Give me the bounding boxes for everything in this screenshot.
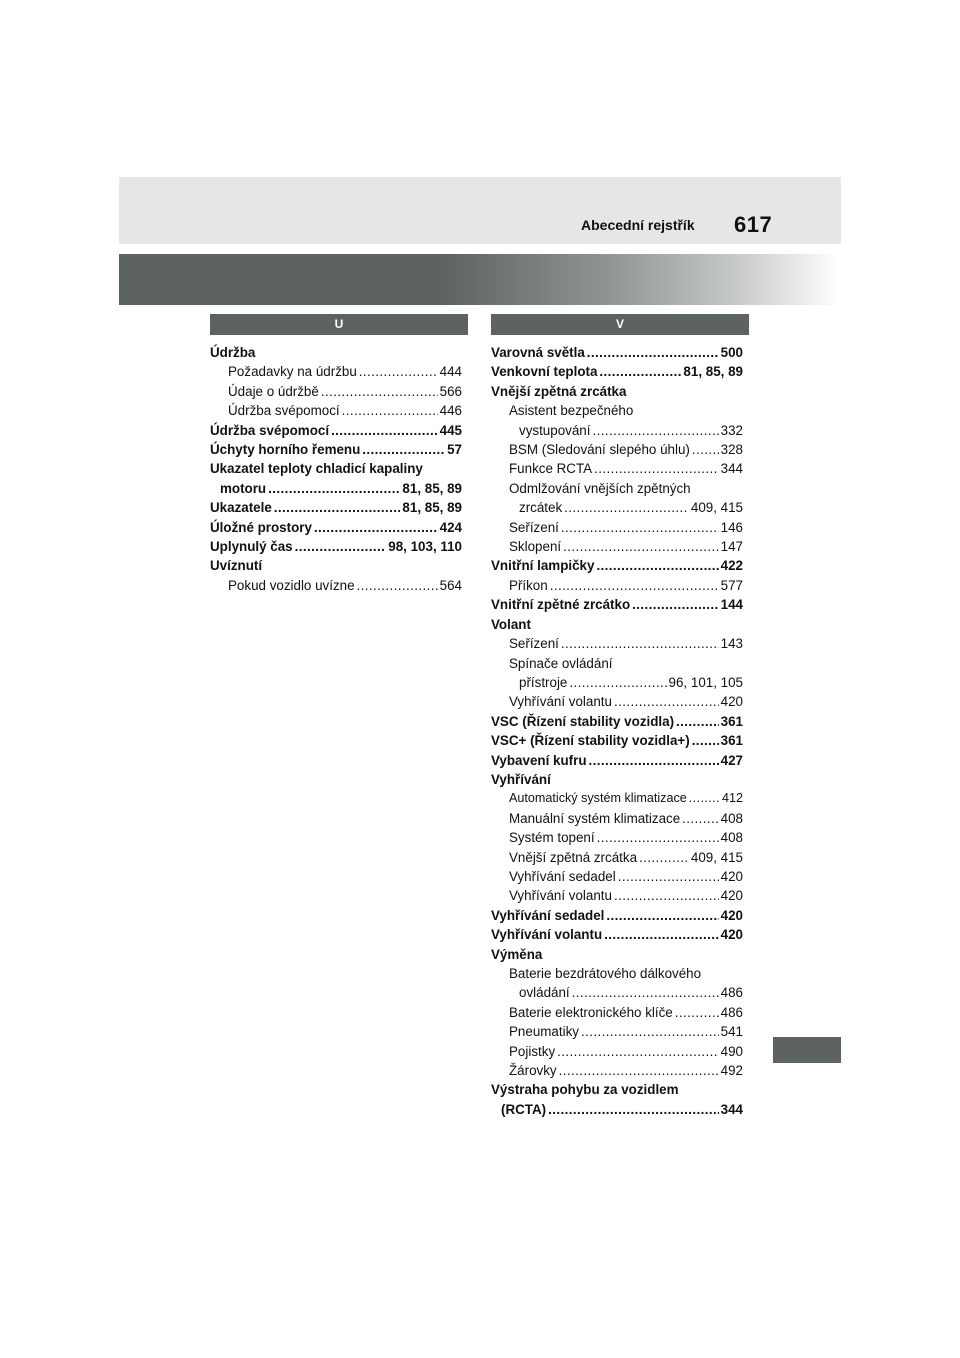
index-entry[interactable]	[210, 498, 462, 517]
entry-page: 146	[720, 519, 743, 535]
entry-page: 409, 415	[690, 849, 743, 865]
entry-page: 361	[720, 713, 743, 729]
entry-label: Baterie elektronického klíče	[509, 1004, 673, 1020]
index-entry[interactable]	[491, 867, 743, 886]
index-entry[interactable]	[210, 362, 462, 381]
index-entry[interactable]	[210, 518, 462, 537]
entry-page: 420	[720, 907, 743, 923]
entry-label: Žárovky	[509, 1063, 557, 1079]
index-entry[interactable]	[491, 789, 743, 808]
index-entry[interactable]	[491, 537, 743, 556]
index-entry[interactable]	[210, 440, 462, 459]
index-entry[interactable]	[491, 751, 743, 770]
index-entry[interactable]	[491, 673, 743, 692]
entry-label: VSC (Řízení stability vozidla)	[491, 713, 675, 729]
entry-page: 81, 85, 89	[683, 364, 743, 380]
entry-page: 408	[720, 830, 743, 846]
index-entry[interactable]	[491, 421, 743, 440]
index-heading: Vnější zpětná zrcátka	[491, 383, 627, 399]
entry-label: motoru	[220, 480, 267, 496]
entry-page: 409, 415	[690, 500, 743, 516]
index-entry[interactable]	[491, 692, 743, 711]
section-header-u	[210, 314, 468, 335]
index-entry[interactable]	[491, 595, 743, 614]
entry-page: 420	[720, 888, 743, 904]
index-entry[interactable]	[491, 343, 743, 362]
entry-label: VSC+ (Řízení stability vozidla+)	[491, 733, 690, 749]
entry-label: Manuální systém klimatizace	[509, 810, 681, 826]
entry-label: Vyhřívání volantu	[509, 888, 612, 904]
entry-page: 422	[720, 558, 743, 574]
section-letter: V	[615, 317, 624, 331]
entry-page: 492	[720, 1063, 743, 1079]
entry-label: Pokud vozidlo uvízne	[228, 577, 355, 593]
entry-page: 143	[720, 636, 743, 652]
entry-page: 361	[720, 733, 743, 749]
entry-label: Seřízení	[509, 636, 559, 652]
entry-page: 332	[720, 422, 743, 438]
index-entry[interactable]	[210, 382, 462, 401]
entry-label: ovládání	[519, 985, 570, 1001]
index-entry[interactable]	[491, 1100, 743, 1119]
entry-label: Vnější zpětná zrcátka	[509, 849, 638, 865]
index-entry[interactable]	[491, 828, 743, 847]
entry-page: 444	[439, 364, 462, 380]
index-entry[interactable]	[491, 1003, 743, 1022]
index-entry[interactable]	[491, 362, 743, 381]
index-entry[interactable]	[491, 809, 743, 828]
page-number: 617	[734, 212, 773, 237]
entry-label: vystupování	[519, 422, 591, 438]
entry-page: 564	[439, 577, 462, 593]
entry-page: 96, 101, 105	[668, 674, 743, 690]
index-entry[interactable]	[491, 712, 743, 731]
entry-label: Vybavení kufru	[491, 752, 587, 768]
entry-page: 57	[447, 442, 462, 458]
entry-page: 486	[720, 1004, 743, 1020]
index-heading: Ukazatel teploty chladicí kapaliny	[210, 461, 423, 477]
entry-label: Úložné prostory	[210, 519, 312, 535]
index-entry[interactable]	[491, 1042, 743, 1061]
entry-page: 445	[439, 422, 462, 438]
index-subheading: Baterie bezdrátového dálkového	[509, 966, 702, 981]
entry-page: 427	[720, 752, 743, 768]
entry-page: 420	[720, 927, 743, 943]
index-entry[interactable]	[491, 556, 743, 575]
entry-page: 541	[720, 1024, 743, 1040]
index-heading: Výstraha pohybu za vozidlem	[491, 1082, 679, 1098]
index-entry[interactable]	[491, 848, 743, 867]
index-heading: Uvíznutí	[210, 558, 263, 574]
index-heading: Údržba	[210, 345, 256, 360]
index-entry[interactable]	[491, 440, 743, 459]
entry-page: 424	[439, 519, 462, 535]
entry-page: 412	[721, 791, 743, 806]
entry-page: 344	[720, 461, 743, 477]
decorative-gradient-band	[119, 254, 841, 305]
index-subheading: Asistent bezpečného	[509, 403, 634, 419]
entry-page: 344	[720, 1101, 743, 1117]
index-heading: Volant	[491, 616, 531, 632]
entry-page: 577	[720, 577, 743, 593]
index-entry[interactable]	[491, 459, 743, 478]
entry-page: 420	[720, 694, 743, 710]
entry-label: zrcátek	[519, 500, 563, 516]
entry-label: Varovná světla	[491, 345, 585, 360]
entry-label: BSM (Sledování slepého úhlu)	[509, 442, 690, 458]
entry-page: 147	[720, 539, 743, 555]
entry-page: 328	[720, 442, 743, 458]
entry-label: Sklopení	[509, 539, 562, 555]
page-title: Abecední rejstřík	[581, 217, 695, 233]
index-entry[interactable]	[491, 925, 743, 944]
entry-label: Vyhřívání sedadel	[491, 907, 605, 923]
index-entry[interactable]	[210, 479, 462, 498]
entry-label: Uplynulý čas	[210, 539, 293, 555]
entry-label: (RCTA)	[501, 1101, 547, 1117]
index-entry[interactable]	[491, 498, 743, 517]
index-entry[interactable]	[491, 1022, 743, 1041]
entry-label: Funkce RCTA	[509, 461, 593, 477]
index-entry[interactable]	[210, 537, 462, 556]
entry-label: Příkon	[509, 577, 548, 593]
entry-page: 486	[720, 985, 743, 1001]
entry-label: Vyhřívání volantu	[491, 927, 603, 943]
entry-page: 500	[720, 345, 743, 360]
entry-label: Požadavky na údržbu	[228, 364, 357, 380]
entry-label: Automatický systém klimatizace	[509, 791, 687, 806]
index-entry[interactable]	[491, 1061, 743, 1080]
entry-label: Seřízení	[509, 519, 559, 535]
entry-page: 490	[720, 1043, 743, 1059]
index-entry[interactable]	[491, 576, 743, 595]
entry-page: 144	[720, 597, 743, 613]
entry-label: Vyhřívání sedadel	[509, 868, 616, 884]
entry-page: 420	[720, 868, 743, 884]
section-header-v	[491, 314, 749, 335]
entry-label: Údržba svépomocí	[228, 403, 340, 419]
entry-page: 566	[439, 383, 462, 399]
index-entry[interactable]	[210, 401, 462, 420]
index-entry[interactable]	[491, 906, 743, 925]
index-heading: Vyhřívání	[491, 771, 551, 787]
index-column-v	[491, 343, 743, 1119]
entry-page: 408	[720, 810, 743, 826]
entry-label: přístroje	[519, 674, 568, 690]
index-subheading: Odmlžování vnějších zpětných	[509, 480, 691, 496]
entry-label: Vyhřívání volantu	[509, 694, 612, 710]
index-subheading: Spínače ovládání	[509, 655, 613, 671]
entry-page: 98, 103, 110	[388, 539, 462, 555]
entry-page: 446	[439, 403, 462, 419]
chapter-side-tab	[773, 1037, 841, 1063]
index-entry[interactable]	[210, 421, 462, 440]
index-entry[interactable]	[491, 518, 743, 537]
entry-label: Vnitřní zpětné zrcátko	[491, 597, 631, 613]
entry-page: 81, 85, 89	[402, 500, 462, 516]
entry-label: Vnitřní lampičky	[491, 558, 595, 574]
entry-label: Údržba svépomocí	[210, 422, 330, 438]
entry-label: Pojistky	[509, 1043, 556, 1059]
index-heading: Výměna	[491, 946, 543, 962]
index-entry[interactable]	[491, 983, 743, 1002]
entry-page: 81, 85, 89	[402, 480, 462, 496]
entry-label: Ukazatele	[210, 500, 272, 516]
index-entry[interactable]	[491, 731, 743, 750]
entry-label: Úchyty horního řemenu	[210, 442, 361, 458]
header-band	[119, 177, 841, 244]
index-entry[interactable]	[210, 576, 462, 595]
index-column-u	[210, 343, 462, 595]
entry-label: Pneumatiky	[509, 1024, 579, 1040]
section-letter: U	[334, 317, 344, 331]
entry-label: Údaje o údržbě	[228, 383, 319, 399]
entry-label: Venkovní teplota	[491, 364, 598, 380]
index-entry[interactable]	[491, 634, 743, 653]
index-entry[interactable]	[491, 886, 743, 905]
entry-label: Systém topení	[509, 830, 595, 846]
